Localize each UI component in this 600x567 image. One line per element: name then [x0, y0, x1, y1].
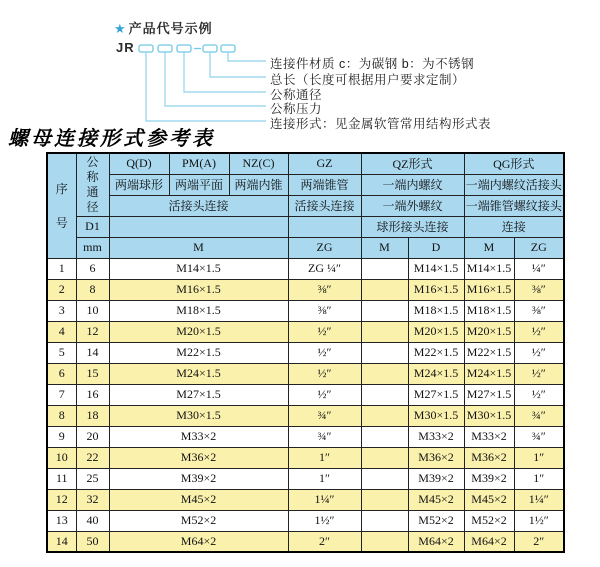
header-unit-zg: ZG — [288, 237, 361, 258]
code-label-material: 连接件材质 c：为碳钢 b：为不锈钢 — [270, 57, 475, 71]
table-cell: 15 — [76, 363, 109, 384]
header-group-nzc: NZ(C) — [229, 153, 288, 174]
table-cell: ¼″ — [514, 258, 564, 279]
table-cell: 14 — [47, 531, 76, 552]
table-cell: 9 — [47, 426, 76, 447]
table-cell: M24×1.5 — [464, 363, 514, 384]
table-cell: 22 — [76, 447, 109, 468]
table-cell: M22×1.5 — [408, 342, 464, 363]
table-cell: 16 — [76, 384, 109, 405]
table-cell: 1 — [47, 258, 76, 279]
table-cell: 1″ — [514, 447, 564, 468]
table-title: 螺母连接形式参考表 — [8, 128, 215, 150]
table-cell — [361, 300, 408, 321]
table-cell: 10 — [76, 300, 109, 321]
header-unit-qz-d: D — [408, 237, 464, 258]
table-cell: M39×2 — [464, 468, 514, 489]
table-cell: ½″ — [514, 384, 564, 405]
table-cell: M45×2 — [109, 489, 288, 510]
table-cell: M45×2 — [408, 489, 464, 510]
table-cell: ⅜″ — [288, 300, 361, 321]
table-cell: M27×1.5 — [109, 384, 288, 405]
table-cell: M27×1.5 — [464, 384, 514, 405]
table-cell: M33×2 — [109, 426, 288, 447]
diagram-title-text: 产品代号示例 — [128, 21, 213, 36]
table-cell: ZG ¼″ — [288, 258, 361, 279]
table-cell: M30×1.5 — [109, 405, 288, 426]
table-cell: 20 — [76, 426, 109, 447]
table-cell: 5 — [47, 342, 76, 363]
table-cell: 11 — [47, 468, 76, 489]
header-group-pma: PM(A) — [169, 153, 229, 174]
table-row — [47, 363, 564, 384]
header-connection: 连接 — [464, 216, 564, 237]
table-row — [47, 489, 564, 510]
table-row — [47, 321, 564, 342]
table-cell: M30×1.5 — [408, 405, 464, 426]
table-cell: ⅜″ — [288, 279, 361, 300]
table-cell — [361, 342, 408, 363]
table-cell: 10 — [47, 447, 76, 468]
header-end-type-qg: 一端内螺纹活接头 — [464, 174, 564, 195]
table-body — [47, 258, 564, 552]
table-row — [47, 384, 564, 405]
table-cell — [361, 468, 408, 489]
table-cell — [361, 489, 408, 510]
table-cell: M30×1.5 — [464, 405, 514, 426]
table-cell: M14×1.5 — [464, 258, 514, 279]
header-end-type-pma: 两端平面 — [169, 174, 229, 195]
table-row — [47, 510, 564, 531]
code-label-length: 总长（长度可根据用户要求定制） — [270, 73, 466, 87]
table-cell: M20×1.5 — [408, 321, 464, 342]
table-cell: M20×1.5 — [109, 321, 288, 342]
table-cell: ⅜″ — [514, 300, 564, 321]
code-label-diameter: 公称通径 — [270, 88, 323, 102]
table-cell: 13 — [47, 510, 76, 531]
table-cell: 1½″ — [288, 510, 361, 531]
table-cell — [361, 531, 408, 552]
header-end-type-qz: 一端内螺纹 — [361, 174, 464, 195]
table-cell: M52×2 — [464, 510, 514, 531]
table-cell: 8 — [47, 405, 76, 426]
table-cell: 12 — [47, 489, 76, 510]
header-serial-label: 序号 — [55, 181, 68, 230]
table-cell: 1½″ — [514, 510, 564, 531]
table-cell: M18×1.5 — [408, 300, 464, 321]
table-cell: ¾″ — [288, 405, 361, 426]
connector-lines — [146, 52, 266, 121]
header-mm: mm — [76, 237, 109, 258]
table-cell: 6 — [76, 258, 109, 279]
header-end-type-qd: 两端球形 — [109, 174, 169, 195]
header-serial — [47, 153, 76, 258]
table-cell: 18 — [76, 405, 109, 426]
table-cell: ½″ — [288, 363, 361, 384]
table-cell: M18×1.5 — [464, 300, 514, 321]
table-row — [47, 279, 564, 300]
code-boxes — [139, 45, 235, 52]
table-row — [47, 300, 564, 321]
header-connection-union: 活接头连接 — [109, 195, 288, 216]
table-cell: 1¼″ — [288, 489, 361, 510]
table-cell — [361, 510, 408, 531]
table-cell — [361, 258, 408, 279]
table-cell: M14×1.5 — [109, 258, 288, 279]
header-group-gz: GZ — [288, 153, 361, 174]
table-cell — [361, 363, 408, 384]
table-cell: ¾″ — [514, 405, 564, 426]
table-cell: M52×2 — [109, 510, 288, 531]
table-cell: ½″ — [514, 342, 564, 363]
table-row — [47, 258, 564, 279]
header-cell-empty — [288, 216, 361, 237]
header-cell-empty — [109, 216, 288, 237]
header-connection-qz-outer: 一端外螺纹 — [361, 195, 464, 216]
table-cell: ⅜″ — [514, 279, 564, 300]
table-row — [47, 426, 564, 447]
table-cell: M24×1.5 — [109, 363, 288, 384]
table-cell: 2 — [47, 279, 76, 300]
code-label-pressure: 公称压力 — [270, 102, 323, 116]
table-cell: 1″ — [514, 468, 564, 489]
table-cell: 4 — [47, 321, 76, 342]
table-cell: M33×2 — [464, 426, 514, 447]
header-group-qg: QG形式 — [464, 153, 564, 174]
table-cell: 32 — [76, 489, 109, 510]
table-row — [47, 405, 564, 426]
header-connection-union-gz: 活接头连接 — [288, 195, 361, 216]
table-cell: M39×2 — [408, 468, 464, 489]
header-end-type-gz: 两端锥管 — [288, 174, 361, 195]
table-cell: 8 — [76, 279, 109, 300]
table-cell: M16×1.5 — [109, 279, 288, 300]
header-unit-m: M — [109, 237, 288, 258]
table-row — [47, 447, 564, 468]
table-cell: ½″ — [288, 321, 361, 342]
table-cell: M52×2 — [408, 510, 464, 531]
product-code-prefix: JR — [116, 40, 135, 55]
header-unit-qg-m: M — [464, 237, 514, 258]
table-cell: M64×2 — [408, 531, 464, 552]
table-cell: M36×2 — [109, 447, 288, 468]
table-cell: M16×1.5 — [408, 279, 464, 300]
header-end-type-nzc: 两端内锥 — [229, 174, 288, 195]
table-cell: M22×1.5 — [109, 342, 288, 363]
table-cell: M64×2 — [464, 531, 514, 552]
header-nominal-diameter — [76, 153, 109, 216]
table-cell: M24×1.5 — [408, 363, 464, 384]
table-cell — [361, 279, 408, 300]
header-group-qz: QZ形式 — [361, 153, 464, 174]
header-ball-joint-connection: 球形接头连接 — [361, 216, 464, 237]
header-group-qd: Q(D) — [109, 153, 169, 174]
table-cell: 1¼″ — [514, 489, 564, 510]
header-unit-qg-zg: ZG — [514, 237, 564, 258]
table-cell: M18×1.5 — [109, 300, 288, 321]
table-cell: M16×1.5 — [464, 279, 514, 300]
table-cell: 1″ — [288, 468, 361, 489]
header-unit-qz-m: M — [361, 237, 408, 258]
table-cell: 2″ — [288, 531, 361, 552]
table-cell — [361, 447, 408, 468]
table-cell: ½″ — [514, 363, 564, 384]
header-nominal-diameter-label: 公称通径 — [86, 154, 99, 214]
table-cell — [361, 405, 408, 426]
table-cell: 50 — [76, 531, 109, 552]
table-cell: 25 — [76, 468, 109, 489]
table-cell: M45×2 — [464, 489, 514, 510]
nut-connection-table — [46, 152, 565, 553]
code-label-connection: 连接形式：见金属软管常用结构形式表 — [270, 117, 492, 131]
table-cell: 40 — [76, 510, 109, 531]
header-d1: D1 — [76, 216, 109, 237]
table-cell: 7 — [47, 384, 76, 405]
table-cell — [361, 384, 408, 405]
table-cell: 12 — [76, 321, 109, 342]
header-connection-qg-taper: 一端锥管螺纹接头 — [464, 195, 564, 216]
table-cell: M27×1.5 — [408, 384, 464, 405]
table-cell: M20×1.5 — [464, 321, 514, 342]
table-row — [47, 468, 564, 489]
table-cell: ¾″ — [514, 426, 564, 447]
table-cell: M22×1.5 — [464, 342, 514, 363]
table-cell — [361, 426, 408, 447]
table-cell: ½″ — [288, 384, 361, 405]
table-cell: ½″ — [514, 321, 564, 342]
table-cell: M64×2 — [109, 531, 288, 552]
table-cell: ½″ — [288, 342, 361, 363]
table-cell: 1″ — [288, 447, 361, 468]
table-cell: M14×1.5 — [408, 258, 464, 279]
table-cell: M39×2 — [109, 468, 288, 489]
table-cell: M33×2 — [408, 426, 464, 447]
table-row — [47, 531, 564, 552]
table-row — [47, 342, 564, 363]
table-cell — [361, 321, 408, 342]
table-cell: 3 — [47, 300, 76, 321]
table-cell: 6 — [47, 363, 76, 384]
table-cell: 14 — [76, 342, 109, 363]
table-cell: 2″ — [514, 531, 564, 552]
table-cell: M36×2 — [464, 447, 514, 468]
table-cell: M36×2 — [408, 447, 464, 468]
star-icon: ★ — [114, 21, 127, 36]
table-cell: ¾″ — [288, 426, 361, 447]
